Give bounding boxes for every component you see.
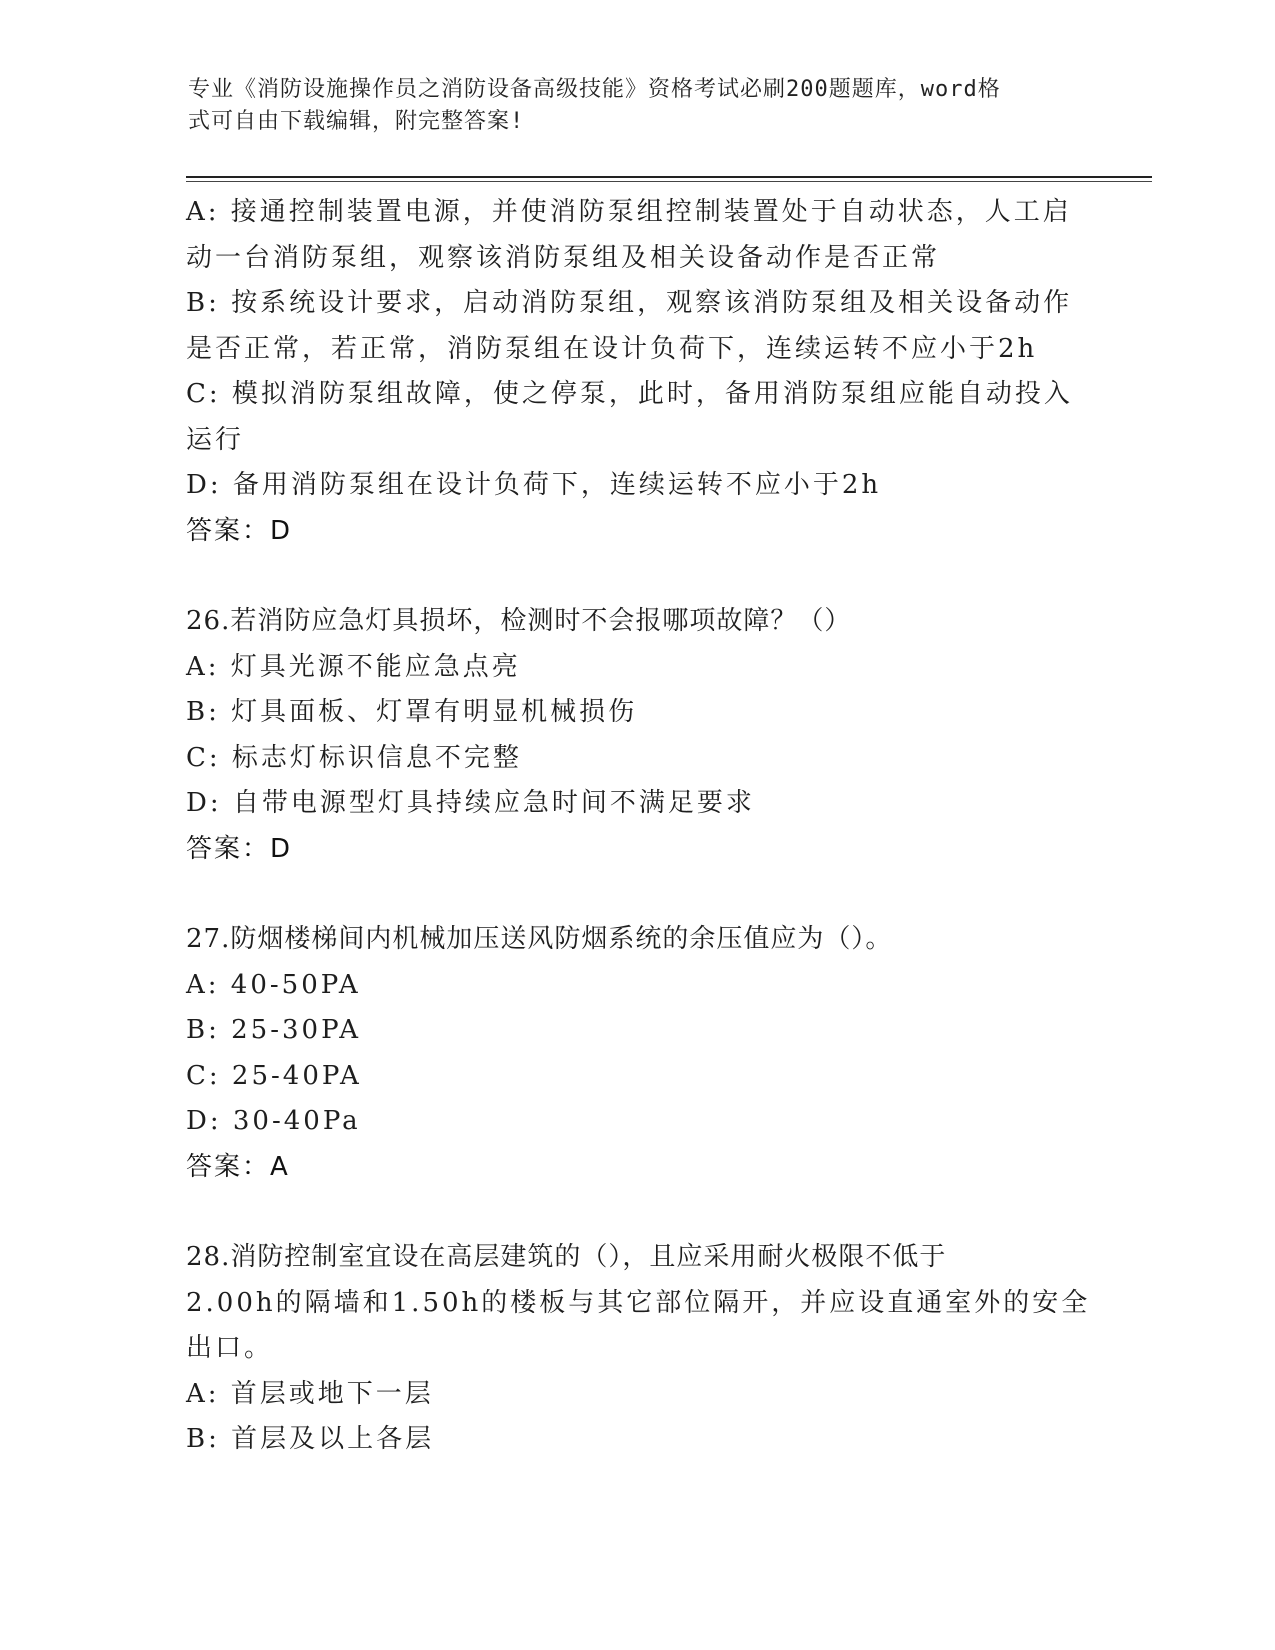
- question-stem-line-1: 28.消防控制室宜设在高层建筑的（），且应采用耐火极限不低于: [186, 1242, 947, 1272]
- header-line-1: 专业《消防设施操作员之消防设备高级技能》资格考试必刷200题题库，word格: [188, 77, 1001, 102]
- spacer: [186, 872, 1086, 917]
- option-a: A: 40-50PA: [186, 969, 361, 1000]
- question-28: [186, 1235, 1091, 1463]
- option-c-line-2: 运行: [186, 424, 245, 455]
- question-stem-line-2: 2.00h的隔墙和1.50h的楼板与其它部位隔开，并应设直通室外的安全: [186, 1287, 1091, 1318]
- option-b: B: 首层及以上各层: [186, 1424, 435, 1454]
- option-c: C: 标志灯标识信息不完整: [186, 742, 522, 773]
- spacer: [186, 554, 1086, 599]
- question-25: [186, 190, 1086, 554]
- option-c: C: 25-40PA: [186, 1060, 362, 1091]
- header-line-2: 式可自由下载编辑，附完整答案!: [188, 109, 525, 134]
- option-d: D: 30-40Pa: [186, 1106, 361, 1136]
- option-b: B: 25-30PA: [186, 1015, 361, 1045]
- option-a: A: 首层或地下一层: [186, 1378, 434, 1409]
- answer: 答案：A: [186, 1151, 290, 1182]
- question-26: [186, 599, 1086, 872]
- header-divider-thin: [186, 181, 1152, 182]
- option-d: D: 自带电源型灯具持续应急时间不满足要求: [186, 788, 755, 818]
- question-27: [186, 917, 1086, 1190]
- option-b: B: 灯具面板、灯罩有明显机械损伤: [186, 697, 638, 727]
- answer: 答案：D: [186, 515, 293, 546]
- document-header: [188, 74, 1068, 138]
- question-stem-line-3: 出口。: [186, 1333, 274, 1363]
- answer: 答案：D: [186, 833, 293, 864]
- option-b-line-1: B: 按系统设计要求，启动消防泵组，观察该消防泵组及相关设备动作: [186, 288, 1073, 318]
- option-c-line-1: C: 模拟消防泵组故障，使之停泵，此时，备用消防泵组应能自动投入: [186, 379, 1073, 409]
- option-a-line-1: A: 接通控制装置电源，并使消防泵组控制装置处于自动状态，人工启: [186, 197, 1072, 227]
- question-stem: 27.防烟楼梯间内机械加压送风防烟系统的余压值应为（）。: [186, 924, 893, 954]
- spacer: [186, 1190, 1086, 1235]
- question-list: [186, 190, 1091, 1463]
- header-divider-thick: [186, 176, 1152, 178]
- option-d: D: 备用消防泵组在设计负荷下，连续运转不应小于2h: [186, 470, 882, 500]
- question-stem: 26.若消防应急灯具损坏，检测时不会报哪项故障？（）: [186, 606, 852, 636]
- option-b-line-2: 是否正常，若正常，消防泵组在设计负荷下，连续运转不应小于2h: [186, 333, 1038, 364]
- option-a-line-2: 动一台消防泵组，观察该消防泵组及相关设备动作是否正常: [186, 242, 941, 273]
- option-a: A: 灯具光源不能应急点亮: [186, 651, 521, 682]
